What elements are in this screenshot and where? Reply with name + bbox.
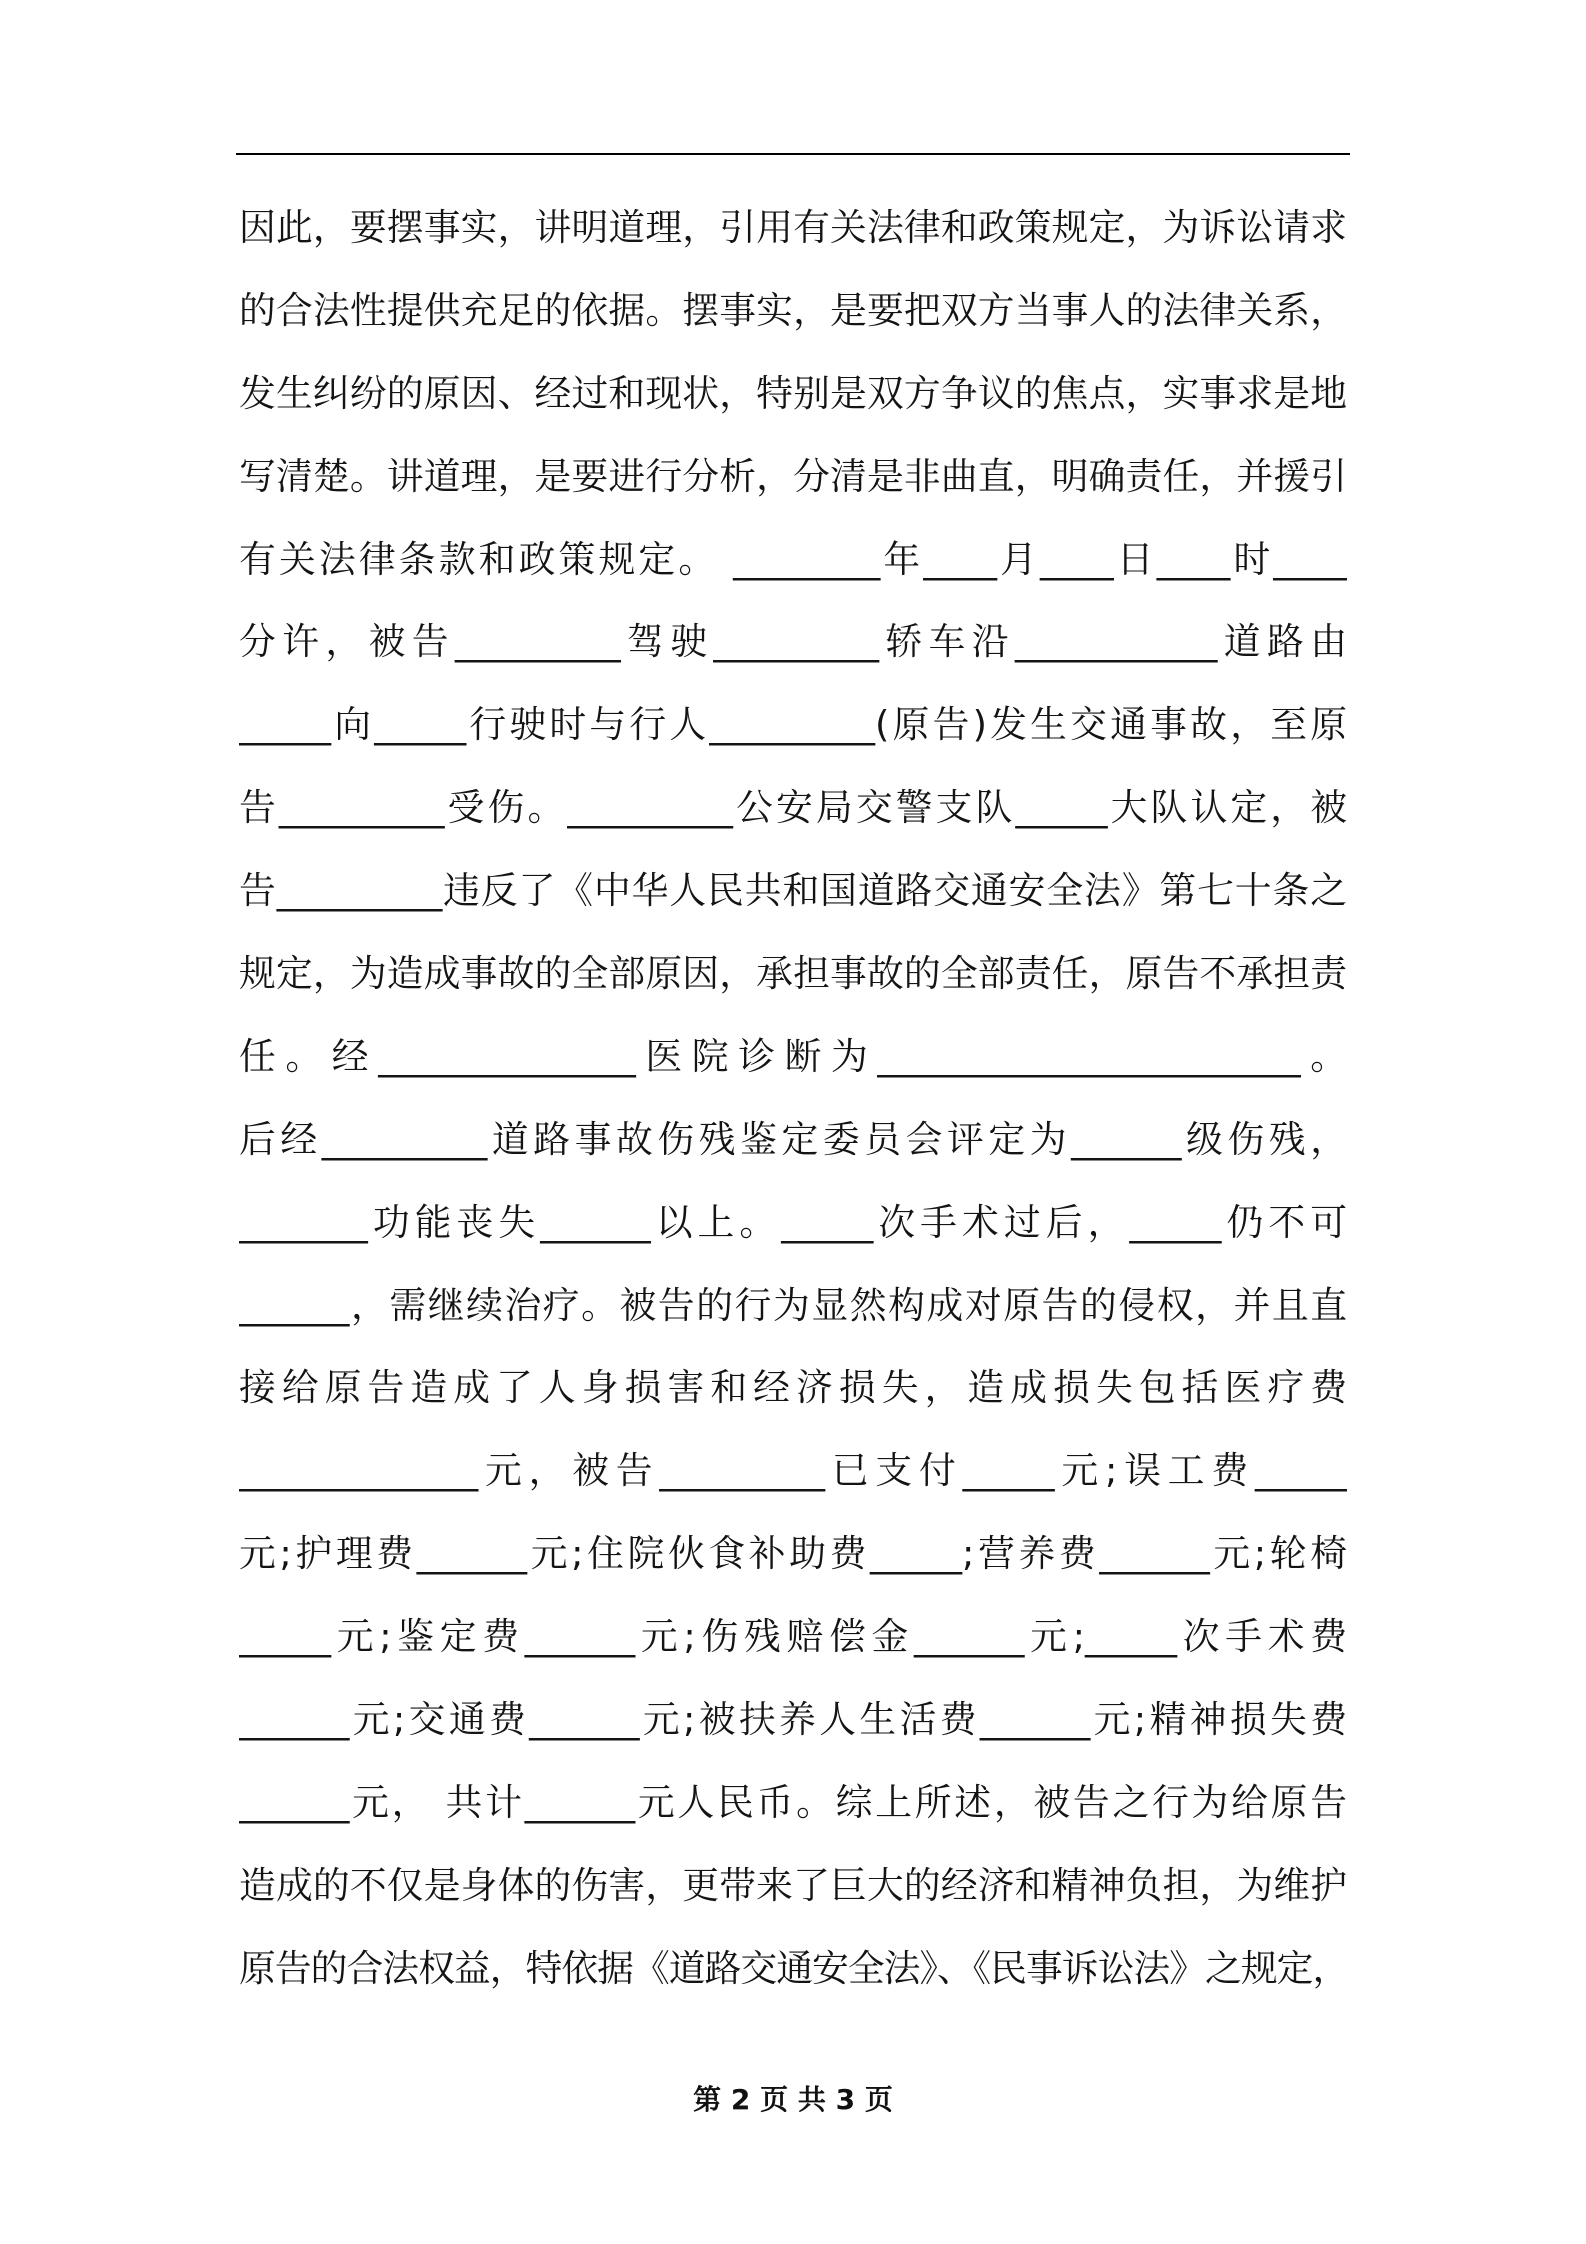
text-line: 分许，被告_________驾驶_________轿车沿___________道路由	[239, 620, 1347, 664]
text-line: 写清楚。讲道理，是要进行分析，分清是非曲直，明确责任，并援引	[239, 454, 1347, 498]
text-line: 告_________受伤。_________公安局交警支队_____大队认定，被	[239, 786, 1347, 830]
text-line: ______元， 共计______元人民币。综上所述，被告之行为给原告	[239, 1780, 1347, 1824]
text-line: 造成的不仅是身体的伤害，更带来了巨大的经济和精神负担，为维护	[239, 1863, 1347, 1907]
text-line: ______，需继续治疗。被告的行为显然构成对原告的侵权，并且直	[239, 1283, 1347, 1327]
text-line: _______功能丧失______以上。_____次手术过后，_____仍不可	[239, 1200, 1347, 1244]
text-line: 原告的合法权益，特依据《道路交通安全法》、《民事诉讼法》之规定，	[239, 1946, 1347, 1990]
text-line: 任。经______________医院诊断为_______________________。	[239, 1034, 1347, 1078]
text-line: 告_________违反了《中华人民共和国道路交通安全法》第七十条之	[239, 869, 1347, 913]
page-number: 第 2 页 共 3 页	[693, 2083, 893, 2116]
text-line: 发生纠纷的原因、经过和现状，特别是双方争议的焦点，实事求是地	[239, 371, 1347, 415]
text-line: 元;护理费______元;住院伙食补助费_____;营养费______元;轮椅	[239, 1532, 1347, 1576]
text-line: 的合法性提供充足的依据。摆事实，是要把双方当事人的法律关系，	[239, 288, 1347, 332]
text-line: 有关法律条款和政策规定。 ________年____月____日____时____	[239, 537, 1347, 581]
text-line: ______元;交通费______元;被扶养人生活费______元;精神损失费	[239, 1698, 1347, 1742]
text-line: 接给原告造成了人身损害和经济损失，造成损失包括医疗费	[239, 1366, 1347, 1410]
header-rule	[236, 153, 1350, 155]
text-line: _____向_____行驶时与行人_________(原告)发生交通事故，至原	[239, 703, 1347, 747]
text-line: 因此，要摆事实，讲明道理，引用有关法律和政策规定，为诉讼请求	[239, 206, 1347, 249]
text-line: _____元;鉴定费______元;伤残赔偿金______元;_____次手术费	[239, 1615, 1347, 1659]
text-line: 后经_________道路事故伤残鉴定委员会评定为______级伤残，	[239, 1117, 1347, 1161]
document-body	[239, 187, 1347, 2011]
text-line: 规定，为造成事故的全部原因，承担事故的全部责任，原告不承担责	[239, 952, 1347, 996]
text-line: _____________元，被告_________已支付_____元;误工费_____	[239, 1449, 1347, 1493]
